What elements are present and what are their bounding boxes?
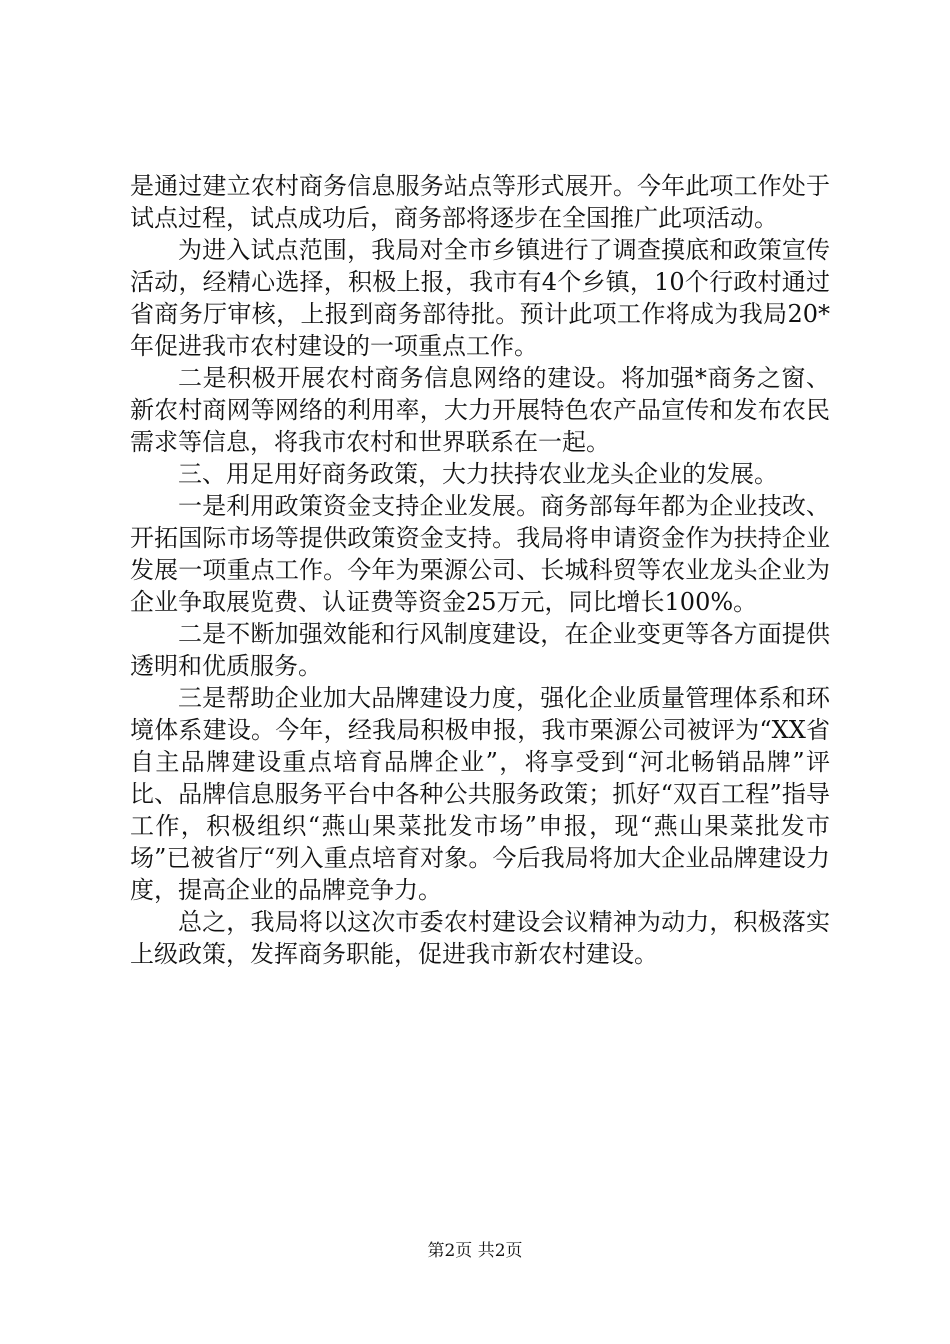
paragraph-8: 总之，我局将以这次市委农村建设会议精神为动力，积极落实上级政策，发挥商务职能，促进我市新农村建设。 [130,908,830,968]
paragraph-3: 二是积极开展农村商务信息网络的建设。将加强*商务之窗、新农村商网等网络的利用率，大力开展特色农产品宣传和发布农民需求等信息，将我市农村和世界联系在一起。 [130,364,830,456]
paragraph-6: 二是不断加强效能和行风制度建设，在企业变更等各方面提供透明和优质服务。 [130,620,830,680]
paragraph-7: 三是帮助企业加大品牌建设力度，强化企业质量管理体系和环境体系建设。今年，经我局积极申报，我市栗源公司被评为“XX省自主品牌建设重点培育品牌企业”，将享受到“河北畅销品牌”评比、品牌信息服务平台中各种公共服务政策；抓好“双百工程”指导工作，积极组织“燕山果菜批发市场”申报，现“燕山果菜批发市场”已被省厅“列入重点培育对象。今后我局将加大企业品牌建设力度，提高企业的品牌竞争力。 [130,684,830,904]
paragraph-2: 为进入试点范围，我局对全市乡镇进行了调查摸底和政策宣传活动，经精心选择，积极上报，我市有4个乡镇，10个行政村通过省商务厅审核，上报到商务部待批。预计此项工作将成为我局20*年促进我市农村建设的一项重点工作。 [130,236,830,360]
document-body [130,170,830,970]
page-footer: 第2页 共2页 [427,1241,523,1261]
paragraph-4: 三、用足用好商务政策，大力扶持农业龙头企业的发展。 [178,460,778,488]
paragraph-1: 是通过建立农村商务信息服务站点等形式展开。今年此项工作处于试点过程，试点成功后，商务部将逐步在全国推广此项活动。 [130,172,830,232]
paragraph-5: 一是利用政策资金支持企业发展。商务部每年都为企业技改、开拓国际市场等提供政策资金支持。我局将申请资金作为扶持企业发展一项重点工作。今年为栗源公司、长城科贸等农业龙头企业为企业争取展览费、认证费等资金25万元，同比增长100%。 [130,492,830,616]
